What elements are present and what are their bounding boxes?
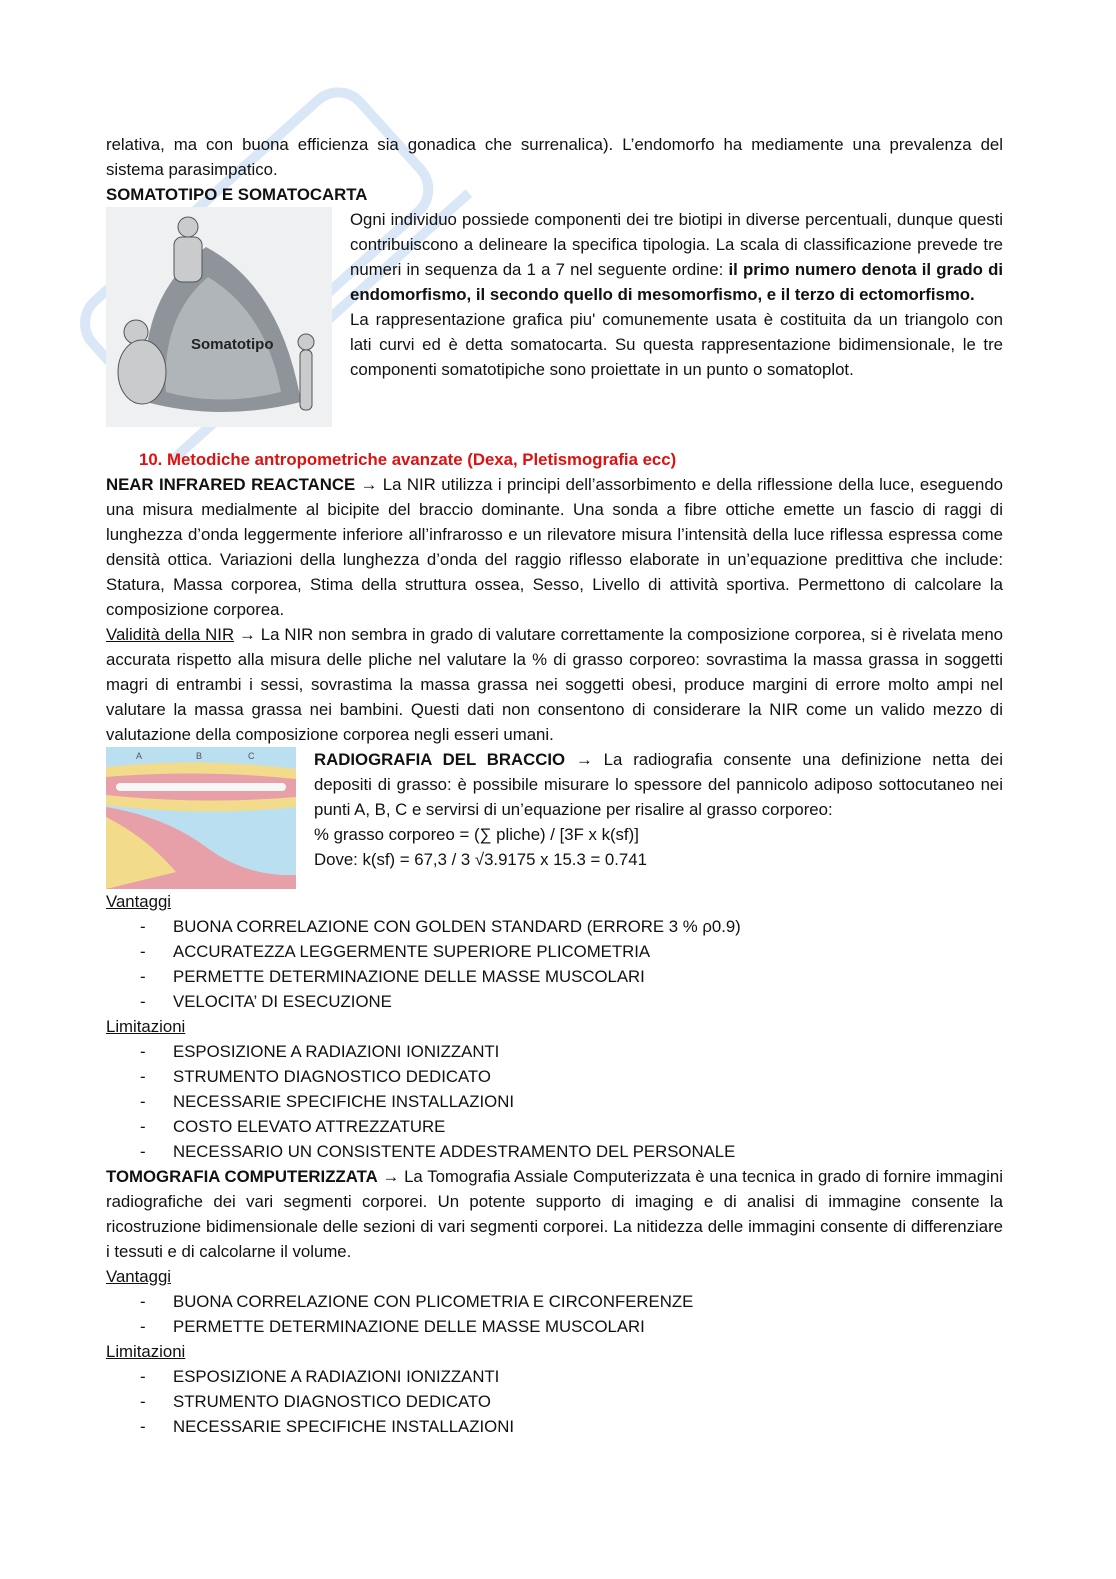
list-item: - ESPOSIZIONE A RADIAZIONI IONIZZANTI (106, 1039, 1003, 1064)
vantaggi-label-1: Vantaggi (106, 892, 172, 911)
radiografia-formula: % grasso corporeo = (∑ pliche) / [3F x k(sf)] (314, 825, 639, 844)
arrow-right-icon: → (360, 475, 378, 494)
nir-validity-text: La NIR non sembra in grado di valutare correttamente la composizione corporea, si è rivelata meno accurata rispetto alla misura delle pliche nel valutare la % di grasso corporeo: sovrastima la massa grassa in soggetti magri di entrambi i sessi, sovrastima la massa grassa nei soggetti obesi, produce margini di errore molto ampi nel valutare la massa grassa nei bambini. Questi dati non consentono di considerare la NIR come un valido mezzo di valutazione della composizione corporea negli esseri umani. (106, 625, 1003, 744)
limitazioni-list-1 (106, 1039, 1003, 1164)
list-item: - PERMETTE DETERMINAZIONE DELLE MASSE MUSCOLARI (106, 964, 1003, 989)
limitazioni-label-2: Limitazioni (106, 1342, 186, 1361)
list-item: - PERMETTE DETERMINAZIONE DELLE MASSE MUSCOLARI (106, 1314, 1003, 1339)
list-item: - NECESSARIE SPECIFICHE INSTALLAZIONI (106, 1089, 1003, 1114)
list-item: - STRUMENTO DIAGNOSTICO DEDICATO (106, 1064, 1003, 1089)
nir-heading: NEAR INFRARED REACTANCE (106, 475, 356, 494)
somatocarta-figure (106, 207, 332, 427)
list-item: - ACCURATEZZA LEGGERMENTE SUPERIORE PLICOMETRIA (106, 939, 1003, 964)
tomografia-text: La Tomografia Assiale Computerizzata è una tecnica in grado di fornire immagini radiografiche dei vari segmenti corporei. Un potente supporto di imaging e di analisi di immagine consente la ricostruzione bidimensionale delle sezioni di vari segmenti corporei. La nitidezza delle immagini consente di differenziare i tessuti e di calcolarne il volume. (106, 1167, 1003, 1261)
limitazioni-list-2 (106, 1364, 1003, 1439)
arrow-right-icon: → (239, 625, 256, 644)
arm-letter-b: B (196, 751, 203, 761)
list-item: - BUONA CORRELAZIONE CON GOLDEN STANDARD (ERRORE 3 % ρ0.9) (106, 914, 1003, 939)
document-page (106, 132, 1003, 1439)
radiografia-where: Dove: k(sf) = 67,3 / 3 √3.9175 x 15.3 = 0.741 (314, 850, 647, 869)
arrow-right-icon: → (382, 1167, 400, 1186)
intro-paragraph: relativa, ma con buona efficienza sia gonadica che surrenalica). L’endomorfo ha mediamente una prevalenza del sistema parasimpatico. (106, 135, 1003, 179)
radiografia-text: La radiografia consente una definizione netta dei depositi di grasso: è possibile misurare lo spessore del pannicolo adiposo sottocutaneo nei punti A, B, C e servirsi di un’equazione per risalire al grasso corporeo: (314, 750, 1003, 819)
tomografia-heading: TOMOGRAFIA COMPUTERIZZATA (106, 1167, 378, 1186)
list-item: - NECESSARIE SPECIFICHE INSTALLAZIONI (106, 1414, 1003, 1439)
vantaggi-list-1 (106, 914, 1003, 1014)
somatotipo-paragraph-2: La rappresentazione grafica piu' comunemente usata è costituita da un triangolo con lati curvi ed è detta somatocarta. Su questa rappresentazione bidimensionale, le tre componenti somatotipiche sono proiettate in un punto o somatoplot. (350, 310, 1003, 379)
arm-radiograph-figure (106, 747, 296, 889)
section-10-title: 10. Metodiche antropometriche avanzate (Dexa, Pletismografia ecc) (139, 450, 677, 469)
nir-validity-paragraph (106, 622, 1003, 747)
list-item: - COSTO ELEVATO ATTREZZATURE (106, 1114, 1003, 1139)
somatotipo-p1-plain: Ogni individuo possiede componenti dei tre biotipi in diverse percentuali, dunque questi contribuiscono a delineare la specifica tipologia. La scala di classificazione prevede tre numeri in sequenza da 1 a 7 nel seguente ordine: (350, 210, 1003, 279)
list-item: - BUONA CORRELAZIONE CON PLICOMETRIA E CIRCONFERENZE (106, 1289, 1003, 1314)
somatocarta-label: Somatotipo (191, 336, 274, 353)
nir-paragraph (106, 472, 1003, 622)
arm-letter-c: C (248, 751, 255, 761)
vantaggi-list-2 (106, 1289, 1003, 1339)
list-item: - STRUMENTO DIAGNOSTICO DEDICATO (106, 1389, 1003, 1414)
arm-letter-a: A (136, 751, 143, 761)
arrow-right-icon: → (576, 750, 593, 769)
list-item: - ESPOSIZIONE A RADIAZIONI IONIZZANTI (106, 1364, 1003, 1389)
somatotipo-paragraph-1 (350, 207, 1003, 307)
somatotipo-heading: SOMATOTIPO E SOMATOCARTA (106, 185, 368, 204)
limitazioni-label-1: Limitazioni (106, 1017, 186, 1036)
list-item: - VELOCITA’ DI ESECUZIONE (106, 989, 1003, 1014)
tomografia-paragraph (106, 1164, 1003, 1264)
list-item: - NECESSARIO UN CONSISTENTE ADDESTRAMENTO DEL PERSONALE (106, 1139, 1003, 1164)
nir-validity-label: Validità della NIR (106, 625, 235, 644)
somatotipo-block (106, 207, 1003, 427)
somatotipo-p1-bold: il primo numero denota il grado di endomorfismo, il secondo quello di mesomorfismo, e il terzo di ectomorfismo. (350, 260, 1003, 304)
radiografia-heading: RADIOGRAFIA DEL BRACCIO (314, 750, 566, 769)
nir-text: La NIR utilizza i principi dell’assorbimento e della riflessione della luce, eseguendo una misura medialmente al bicipite del braccio dominante. Una sonda a fibre ottiche emette un fascio di raggi di lunghezza d’onda leggermente inferiore all’infrarosso e un rilevatore misura l’intensità della luce riflessa espressa come densità ottica. Variazioni della lunghezza d’onda del raggio riflesso elaborate in un’equazione predittiva che include: Statura, Massa corporea, Stima della struttura ossea, Sesso, Livello di attività sportiva. Permettono di calcolare la composizione corporea. (106, 475, 1003, 619)
vantaggi-label-2: Vantaggi (106, 1267, 172, 1286)
radiografia-paragraph (314, 747, 1003, 822)
radiografia-block (106, 747, 1003, 889)
